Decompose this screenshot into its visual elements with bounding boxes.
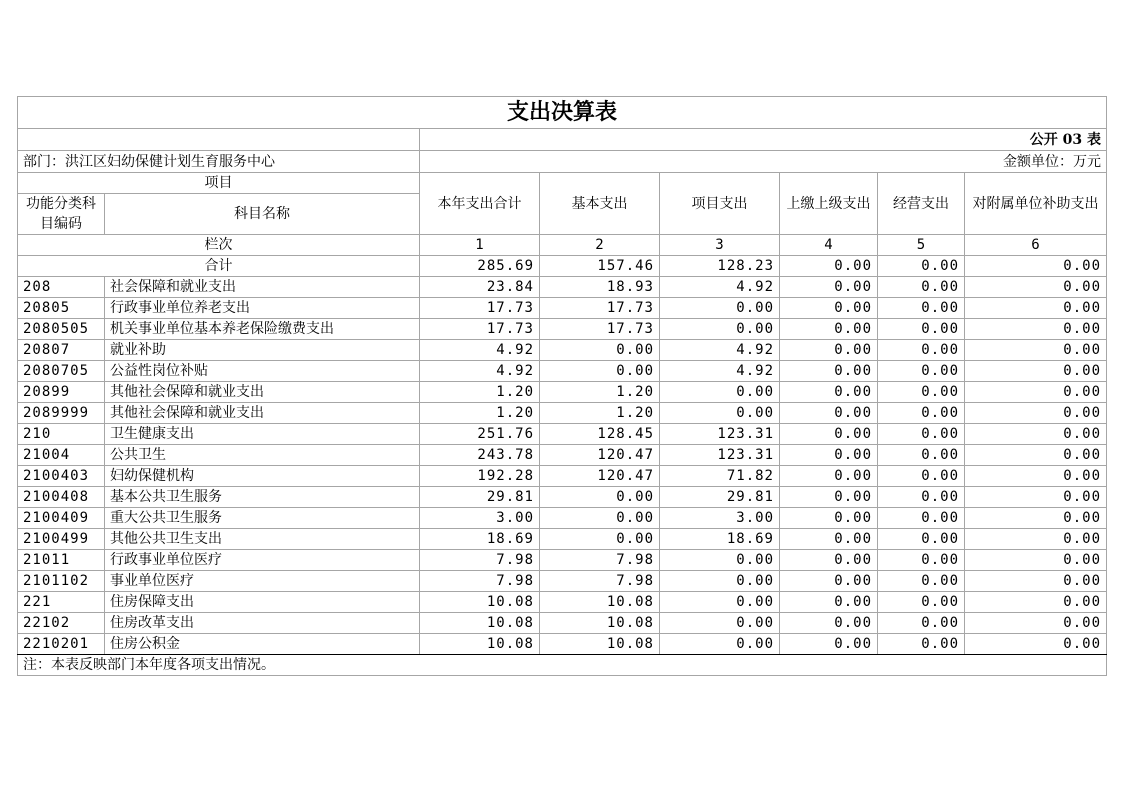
table-row xyxy=(18,634,1107,655)
table-row xyxy=(18,529,1107,550)
total-cell: 0.00 xyxy=(780,256,878,277)
table-row xyxy=(18,487,1107,508)
table-row xyxy=(18,319,1107,340)
total-label: 合计 xyxy=(18,256,420,277)
amount-cell: 0.00 xyxy=(660,550,780,571)
table-row xyxy=(18,403,1107,424)
amount-cell: 0.00 xyxy=(878,277,965,298)
amount-cell: 0.00 xyxy=(878,466,965,487)
amount-cell: 17.73 xyxy=(420,298,540,319)
amount-cell: 0.00 xyxy=(780,487,878,508)
table-row xyxy=(18,445,1107,466)
amount-cell: 0.00 xyxy=(660,613,780,634)
subject-code: 2100499 xyxy=(18,529,105,550)
amount-cell: 0.00 xyxy=(965,340,1107,361)
amount-cell: 0.00 xyxy=(780,508,878,529)
amount-cell: 0.00 xyxy=(878,424,965,445)
amount-cell: 0.00 xyxy=(878,382,965,403)
subject-code: 21011 xyxy=(18,550,105,571)
amount-cell: 0.00 xyxy=(965,298,1107,319)
table-row xyxy=(18,361,1107,382)
amount-cell: 0.00 xyxy=(965,361,1107,382)
header-item: 项目 xyxy=(18,173,420,194)
amount-cell: 17.73 xyxy=(540,298,660,319)
amount-cell: 0.00 xyxy=(878,529,965,550)
subject-code: 2080505 xyxy=(18,319,105,340)
table-title: 支出决算表 xyxy=(18,97,1107,129)
table-row xyxy=(18,550,1107,571)
header-col-total: 本年支出合计 xyxy=(420,173,540,235)
amount-cell: 0.00 xyxy=(878,340,965,361)
subject-code: 2210201 xyxy=(18,634,105,655)
amount-cell: 10.08 xyxy=(540,592,660,613)
amount-cell: 0.00 xyxy=(780,319,878,340)
amount-cell: 29.81 xyxy=(660,487,780,508)
amount-cell: 3.00 xyxy=(420,508,540,529)
amount-cell: 4.92 xyxy=(420,340,540,361)
amount-cell: 7.98 xyxy=(540,571,660,592)
amount-cell: 0.00 xyxy=(660,382,780,403)
amount-cell: 0.00 xyxy=(780,361,878,382)
amount-cell: 0.00 xyxy=(878,487,965,508)
amount-cell: 4.92 xyxy=(420,361,540,382)
amount-cell: 0.00 xyxy=(780,634,878,655)
header-col-basic: 基本支出 xyxy=(540,173,660,235)
amount-cell: 4.92 xyxy=(660,361,780,382)
amount-cell: 0.00 xyxy=(965,319,1107,340)
amount-cell: 1.20 xyxy=(420,382,540,403)
col-number: 2 xyxy=(540,235,660,256)
amount-cell: 0.00 xyxy=(965,403,1107,424)
amount-cell: 0.00 xyxy=(965,613,1107,634)
amount-cell: 1.20 xyxy=(540,403,660,424)
amount-cell: 120.47 xyxy=(540,445,660,466)
subject-name: 住房保障支出 xyxy=(105,592,420,613)
amount-cell: 0.00 xyxy=(540,508,660,529)
header-col-subsidy: 对附属单位补助支出 xyxy=(965,173,1107,235)
total-cell: 0.00 xyxy=(965,256,1107,277)
total-cell: 0.00 xyxy=(878,256,965,277)
subject-code: 221 xyxy=(18,592,105,613)
subject-code: 2089999 xyxy=(18,403,105,424)
amount-cell: 0.00 xyxy=(660,319,780,340)
subject-code: 2100403 xyxy=(18,466,105,487)
subject-code: 20899 xyxy=(18,382,105,403)
table-row xyxy=(18,424,1107,445)
subject-code: 20805 xyxy=(18,298,105,319)
subject-name: 就业补助 xyxy=(105,340,420,361)
total-row xyxy=(18,256,1107,277)
amount-cell: 0.00 xyxy=(965,277,1107,298)
table-row xyxy=(18,340,1107,361)
amount-cell: 0.00 xyxy=(780,550,878,571)
amount-cell: 0.00 xyxy=(780,340,878,361)
amount-cell: 10.08 xyxy=(420,613,540,634)
amount-cell: 128.45 xyxy=(540,424,660,445)
amount-cell: 0.00 xyxy=(878,550,965,571)
subject-name: 行政事业单位养老支出 xyxy=(105,298,420,319)
header-col-label: 栏次 xyxy=(18,235,420,256)
amount-cell: 251.76 xyxy=(420,424,540,445)
amount-cell: 10.08 xyxy=(540,634,660,655)
amount-cell: 0.00 xyxy=(780,277,878,298)
subject-name: 公益性岗位补贴 xyxy=(105,361,420,382)
amount-cell: 0.00 xyxy=(878,298,965,319)
header-subject-name: 科目名称 xyxy=(105,194,420,235)
amount-cell: 243.78 xyxy=(420,445,540,466)
table-row xyxy=(18,277,1107,298)
header-col-business: 经营支出 xyxy=(878,173,965,235)
amount-cell: 123.31 xyxy=(660,445,780,466)
subject-code: 2100409 xyxy=(18,508,105,529)
subject-code: 20807 xyxy=(18,340,105,361)
amount-cell: 0.00 xyxy=(780,613,878,634)
amount-cell: 0.00 xyxy=(965,634,1107,655)
amount-cell: 0.00 xyxy=(540,487,660,508)
subject-name: 事业单位医疗 xyxy=(105,571,420,592)
table-row xyxy=(18,508,1107,529)
amount-cell: 0.00 xyxy=(878,361,965,382)
amount-cell: 10.08 xyxy=(420,592,540,613)
subject-name: 行政事业单位医疗 xyxy=(105,550,420,571)
amount-cell: 0.00 xyxy=(965,424,1107,445)
table-number: 公开 03 表 xyxy=(420,129,1107,151)
amount-cell: 0.00 xyxy=(965,382,1107,403)
amount-cell: 0.00 xyxy=(878,613,965,634)
amount-cell: 7.98 xyxy=(420,571,540,592)
amount-cell: 120.47 xyxy=(540,466,660,487)
blank-cell xyxy=(18,129,420,151)
amount-cell: 0.00 xyxy=(660,571,780,592)
amount-cell: 10.08 xyxy=(540,613,660,634)
amount-cell: 0.00 xyxy=(965,487,1107,508)
subject-code: 2101102 xyxy=(18,571,105,592)
table-note: 注：本表反映部门本年度各项支出情况。 xyxy=(18,655,1107,676)
amount-cell: 0.00 xyxy=(965,466,1107,487)
amount-cell: 0.00 xyxy=(878,319,965,340)
header-col-remit: 上缴上级支出 xyxy=(780,173,878,235)
amount-cell: 0.00 xyxy=(540,529,660,550)
col-number: 4 xyxy=(780,235,878,256)
amount-cell: 0.00 xyxy=(780,529,878,550)
amount-cell: 0.00 xyxy=(780,445,878,466)
col-number: 5 xyxy=(878,235,965,256)
table-row xyxy=(18,466,1107,487)
col-number: 6 xyxy=(965,235,1107,256)
amount-cell: 0.00 xyxy=(780,382,878,403)
subject-name: 基本公共卫生服务 xyxy=(105,487,420,508)
subject-name: 住房公积金 xyxy=(105,634,420,655)
amount-cell: 0.00 xyxy=(878,571,965,592)
subject-name: 社会保障和就业支出 xyxy=(105,277,420,298)
subject-name: 卫生健康支出 xyxy=(105,424,420,445)
amount-cell: 0.00 xyxy=(965,508,1107,529)
amount-cell: 29.81 xyxy=(420,487,540,508)
amount-cell: 0.00 xyxy=(660,403,780,424)
amount-cell: 123.31 xyxy=(660,424,780,445)
subject-code: 21004 xyxy=(18,445,105,466)
amount-cell: 10.08 xyxy=(420,634,540,655)
table-row xyxy=(18,592,1107,613)
table-row xyxy=(18,382,1107,403)
amount-cell: 0.00 xyxy=(780,571,878,592)
amount-cell: 0.00 xyxy=(660,592,780,613)
subject-name: 其他公共卫生支出 xyxy=(105,529,420,550)
total-cell: 285.69 xyxy=(420,256,540,277)
amount-cell: 0.00 xyxy=(965,529,1107,550)
table-row xyxy=(18,298,1107,319)
subject-name: 机关事业单位基本养老保险缴费支出 xyxy=(105,319,420,340)
header-col-project: 项目支出 xyxy=(660,173,780,235)
amount-cell: 18.69 xyxy=(660,529,780,550)
amount-cell: 1.20 xyxy=(420,403,540,424)
expenditure-table xyxy=(17,96,1107,676)
subject-name: 住房改革支出 xyxy=(105,613,420,634)
amount-cell: 0.00 xyxy=(965,592,1107,613)
amount-cell: 192.28 xyxy=(420,466,540,487)
department-label: 部门：洪江区妇幼保健计划生育服务中心 xyxy=(18,151,420,173)
amount-cell: 0.00 xyxy=(780,592,878,613)
amount-cell: 17.73 xyxy=(540,319,660,340)
amount-cell: 0.00 xyxy=(540,361,660,382)
amount-cell: 0.00 xyxy=(965,550,1107,571)
total-cell: 128.23 xyxy=(660,256,780,277)
subject-code: 210 xyxy=(18,424,105,445)
amount-cell: 4.92 xyxy=(660,277,780,298)
amount-cell: 4.92 xyxy=(660,340,780,361)
amount-cell: 1.20 xyxy=(540,382,660,403)
amount-cell: 0.00 xyxy=(965,571,1107,592)
subject-code: 2100408 xyxy=(18,487,105,508)
amount-cell: 0.00 xyxy=(660,298,780,319)
subject-code: 2080705 xyxy=(18,361,105,382)
amount-cell: 18.93 xyxy=(540,277,660,298)
col-number: 3 xyxy=(660,235,780,256)
subject-name: 重大公共卫生服务 xyxy=(105,508,420,529)
table-row xyxy=(18,571,1107,592)
amount-cell: 0.00 xyxy=(965,445,1107,466)
subject-code: 22102 xyxy=(18,613,105,634)
subject-name: 其他社会保障和就业支出 xyxy=(105,403,420,424)
amount-cell: 3.00 xyxy=(660,508,780,529)
amount-cell: 0.00 xyxy=(878,445,965,466)
amount-cell: 0.00 xyxy=(540,340,660,361)
amount-cell: 7.98 xyxy=(540,550,660,571)
subject-name: 妇幼保健机构 xyxy=(105,466,420,487)
subject-name: 其他社会保障和就业支出 xyxy=(105,382,420,403)
amount-cell: 7.98 xyxy=(420,550,540,571)
table-row xyxy=(18,613,1107,634)
amount-cell: 0.00 xyxy=(878,634,965,655)
amount-cell: 0.00 xyxy=(878,508,965,529)
amount-cell: 0.00 xyxy=(780,403,878,424)
amount-cell: 18.69 xyxy=(420,529,540,550)
col-number: 1 xyxy=(420,235,540,256)
amount-cell: 17.73 xyxy=(420,319,540,340)
amount-cell: 71.82 xyxy=(660,466,780,487)
amount-cell: 0.00 xyxy=(878,403,965,424)
amount-cell: 23.84 xyxy=(420,277,540,298)
header-func-code: 功能分类科目编码 xyxy=(18,194,105,235)
amount-cell: 0.00 xyxy=(780,298,878,319)
unit-label: 金额单位：万元 xyxy=(420,151,1107,173)
amount-cell: 0.00 xyxy=(780,424,878,445)
subject-name: 公共卫生 xyxy=(105,445,420,466)
amount-cell: 0.00 xyxy=(878,592,965,613)
subject-code: 208 xyxy=(18,277,105,298)
amount-cell: 0.00 xyxy=(780,466,878,487)
amount-cell: 0.00 xyxy=(660,634,780,655)
total-cell: 157.46 xyxy=(540,256,660,277)
